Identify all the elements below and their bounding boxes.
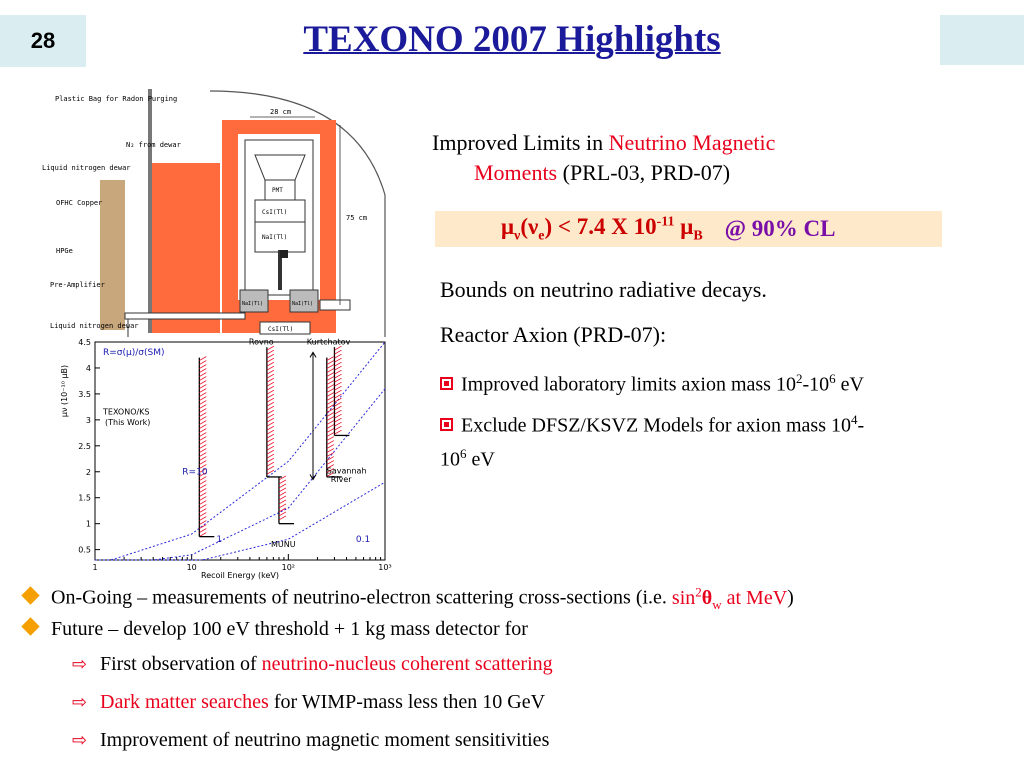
label-pmt: PMT (272, 187, 283, 194)
axion-heading: Reactor Axion (PRD-07): (440, 322, 667, 347)
label-ln2-dewar-2: Liquid nitrogen dewar (50, 322, 139, 330)
annotation-river: River (330, 475, 352, 485)
y-tick-label: 3 (85, 415, 91, 425)
label-nai-right: NaI(Tl) (292, 301, 314, 307)
y-axis-label: μν (10⁻¹⁰ μB) (60, 364, 69, 418)
x-tick-label: 10³ (378, 563, 392, 572)
chart-title: R=σ(μ)/σ(SM) (103, 348, 165, 358)
label-nai-left: NaI(Tl) (242, 301, 264, 307)
label-ofhc-copper: OFHC Copper (56, 199, 103, 207)
annotation-savannah: Savannah (326, 466, 367, 476)
label-preamp: Pre-Amplifier (50, 281, 105, 289)
label-hpge: HPGe (56, 247, 73, 255)
sub-bullet-magnetic-moment: ⇨ Improvement of neutrino magnetic moment sensitivities (72, 726, 549, 755)
dim-width: 28 cm (270, 108, 292, 116)
page-title: TEXONO 2007 Highlights (303, 19, 721, 60)
improved-limits-suffix: (PRL-03, PRD-07) (557, 160, 731, 185)
annotation-this-work: (This Work) (105, 418, 151, 428)
bullet-future: Future – develop 100 eV threshold + 1 kg mass detector for (18, 615, 528, 643)
annotation-kurtchatov: Kurtchatov (306, 337, 351, 347)
annotation-r1: 1 (216, 534, 223, 545)
confidence-level: @ 90% CL (724, 216, 836, 241)
y-tick-label: 0.5 (78, 545, 91, 555)
detector-figure (40, 85, 410, 337)
plot-frame (95, 342, 385, 560)
annotation-texono: TEXONO/KS (103, 407, 150, 417)
improved-limits-prefix: Improved Limits in (432, 130, 609, 155)
sub-bullet-dark-matter: ⇨ Dark matter searches for WIMP-mass less then 10 GeV (72, 688, 545, 717)
y-tick-label: 2.5 (78, 441, 91, 451)
improved-limits-text (432, 128, 892, 188)
label-n2-dewar: N₂ from dewar (126, 141, 181, 149)
axion-item-2: Exclude DFSZ/KSVZ Models for axion mass $10^4-$ $10^6$ eV (440, 412, 865, 471)
y-tick-label: 1 (85, 519, 91, 529)
annotation-r10: R=10 (182, 467, 208, 478)
y-tick-label: 3.5 (78, 389, 91, 399)
magnetic-moment-chart (55, 337, 395, 580)
label-csi-bottom: CsI(Tl) (268, 326, 294, 333)
y-tick-label: 2 (85, 467, 91, 477)
improved-limits-highlight-b: Moments (474, 160, 558, 185)
diamond-bullet-icon (21, 617, 39, 635)
y-tick-label: 1.5 (78, 493, 91, 503)
arrow-bullet-icon: ⇨ (72, 692, 88, 713)
radiative-decays-text: Bounds on neutrino radiative decays. (440, 277, 767, 302)
arrow-bullet-icon: ⇨ (72, 730, 88, 751)
arrow-bullet-icon: ⇨ (72, 654, 88, 675)
x-tick-label: 10 (186, 563, 197, 572)
limit-formula: $\mu_\nu(\nu_e) < 7.4$ X $10^{-11}$ $\mu_B$ (501, 213, 703, 244)
x-tick-label: 1 (92, 563, 98, 572)
slide-number: 28 (0, 15, 86, 67)
x-tick-label: 10² (281, 563, 296, 572)
improved-limits-highlight-a: Neutrino Magnetic (608, 130, 776, 155)
y-tick-label: 4.5 (78, 338, 91, 347)
y-tick-label: 4 (85, 363, 91, 373)
annotation-r01: 0.1 (355, 534, 371, 545)
label-csi: CsI(Tl) (262, 209, 288, 216)
x-axis-label: Recoil Energy (keV) (201, 571, 279, 580)
label-nai: NaI(Tl) (262, 234, 288, 241)
label-plastic-bag: Plastic Bag for Radon Purging (55, 95, 178, 103)
checkbox-bullet-icon (440, 418, 453, 431)
axion-item-1: Improved laboratory limits axion mass $10^2-10^6$ eV (440, 365, 1000, 399)
dim-height: 75 cm (346, 214, 368, 222)
checkbox-bullet-icon (440, 377, 453, 390)
diamond-bullet-icon (21, 586, 39, 604)
annotation-rovno: Rovno (248, 337, 274, 347)
sub-bullet-coherent: ⇨ First observation of neutrino-nucleus coherent scattering (72, 650, 553, 679)
bullet-ongoing: On-Going – measurements of neutrino-electron scattering cross-sections (i.e. $\sin^2\theta_w$ at MeV) (18, 578, 794, 619)
limit-box (435, 211, 942, 247)
label-ln2-dewar: Liquid nitrogen dewar (42, 164, 131, 172)
annotation-munu: MUNU (270, 540, 296, 550)
